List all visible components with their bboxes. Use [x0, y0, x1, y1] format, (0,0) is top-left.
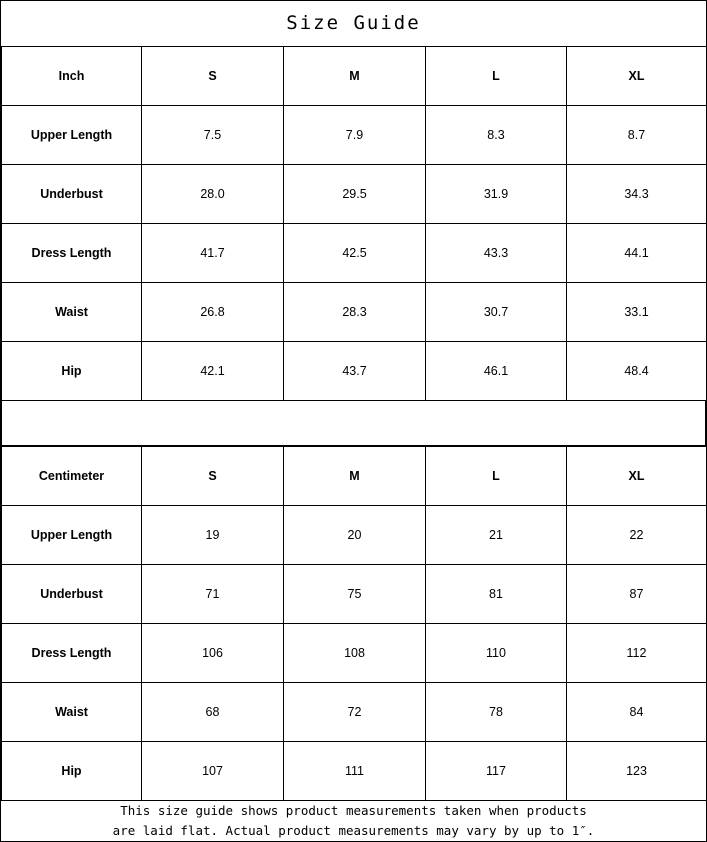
- cell-value: 87: [567, 565, 707, 624]
- cell-value: 112: [567, 624, 707, 683]
- table-row: [2, 164, 707, 223]
- cell-value: 110: [426, 624, 567, 683]
- cell-value: 29.5: [284, 164, 426, 223]
- cell-value: 72: [284, 683, 426, 742]
- row-label-hip: Hip: [2, 341, 142, 400]
- table-header-row: [2, 447, 707, 506]
- table-row: [2, 105, 707, 164]
- footer-note: [1, 801, 706, 841]
- cell-value: 42.1: [142, 341, 284, 400]
- table-row: [2, 565, 707, 624]
- cell-value: 8.7: [567, 105, 707, 164]
- column-header-s: S: [142, 46, 284, 105]
- cell-value: 108: [284, 624, 426, 683]
- footer-line-1: This size guide shows product measurements taken when products: [120, 803, 587, 818]
- row-label-waist: Waist: [2, 282, 142, 341]
- cell-value: 19: [142, 506, 284, 565]
- cell-value: 33.1: [567, 282, 707, 341]
- cell-value: 44.1: [567, 223, 707, 282]
- cell-value: 84: [567, 683, 707, 742]
- column-header-s: S: [142, 447, 284, 506]
- cell-value: 71: [142, 565, 284, 624]
- cell-value: 81: [426, 565, 567, 624]
- cell-value: 78: [426, 683, 567, 742]
- column-header-xl: XL: [567, 46, 707, 105]
- footer-line-2: are laid flat. Actual product measurements may vary by up to 1″.: [112, 823, 595, 838]
- cell-value: 41.7: [142, 223, 284, 282]
- cell-value: 43.3: [426, 223, 567, 282]
- table-row: [2, 282, 707, 341]
- column-header-m: M: [284, 447, 426, 506]
- page-title: Size Guide: [286, 12, 421, 35]
- table-row: [2, 624, 707, 683]
- table-row: [2, 223, 707, 282]
- cell-value: 68: [142, 683, 284, 742]
- inch-size-table: [1, 46, 707, 401]
- centimeter-size-table: [1, 446, 707, 801]
- cell-value: 30.7: [426, 282, 567, 341]
- row-label-hip: Hip: [2, 742, 142, 801]
- unit-label-centimeter: Centimeter: [2, 447, 142, 506]
- cell-value: 22: [567, 506, 707, 565]
- table-row: [2, 742, 707, 801]
- cell-value: 42.5: [284, 223, 426, 282]
- cell-value: 106: [142, 624, 284, 683]
- row-label-dress-length: Dress Length: [2, 624, 142, 683]
- cell-value: 34.3: [567, 164, 707, 223]
- cell-value: 111: [284, 742, 426, 801]
- column-header-xl: XL: [567, 447, 707, 506]
- cell-value: 123: [567, 742, 707, 801]
- row-label-upper-length: Upper Length: [2, 105, 142, 164]
- cell-value: 48.4: [567, 341, 707, 400]
- row-label-waist: Waist: [2, 683, 142, 742]
- table-separator: [1, 401, 706, 446]
- table-row: [2, 341, 707, 400]
- cell-value: 21: [426, 506, 567, 565]
- cell-value: 7.9: [284, 105, 426, 164]
- row-label-underbust: Underbust: [2, 565, 142, 624]
- cell-value: 31.9: [426, 164, 567, 223]
- cell-value: 117: [426, 742, 567, 801]
- cell-value: 20: [284, 506, 426, 565]
- cell-value: 8.3: [426, 105, 567, 164]
- table-header-row: [2, 46, 707, 105]
- cell-value: 46.1: [426, 341, 567, 400]
- table-row: [2, 683, 707, 742]
- column-header-l: L: [426, 447, 567, 506]
- cell-value: 75: [284, 565, 426, 624]
- cell-value: 7.5: [142, 105, 284, 164]
- cell-value: 26.8: [142, 282, 284, 341]
- table-row: [2, 506, 707, 565]
- cell-value: 107: [142, 742, 284, 801]
- row-label-underbust: Underbust: [2, 164, 142, 223]
- cell-value: 43.7: [284, 341, 426, 400]
- cell-value: 28.3: [284, 282, 426, 341]
- cell-value: 28.0: [142, 164, 284, 223]
- column-header-m: M: [284, 46, 426, 105]
- row-label-dress-length: Dress Length: [2, 223, 142, 282]
- row-label-upper-length: Upper Length: [2, 506, 142, 565]
- column-header-l: L: [426, 46, 567, 105]
- unit-label-inch: Inch: [2, 46, 142, 105]
